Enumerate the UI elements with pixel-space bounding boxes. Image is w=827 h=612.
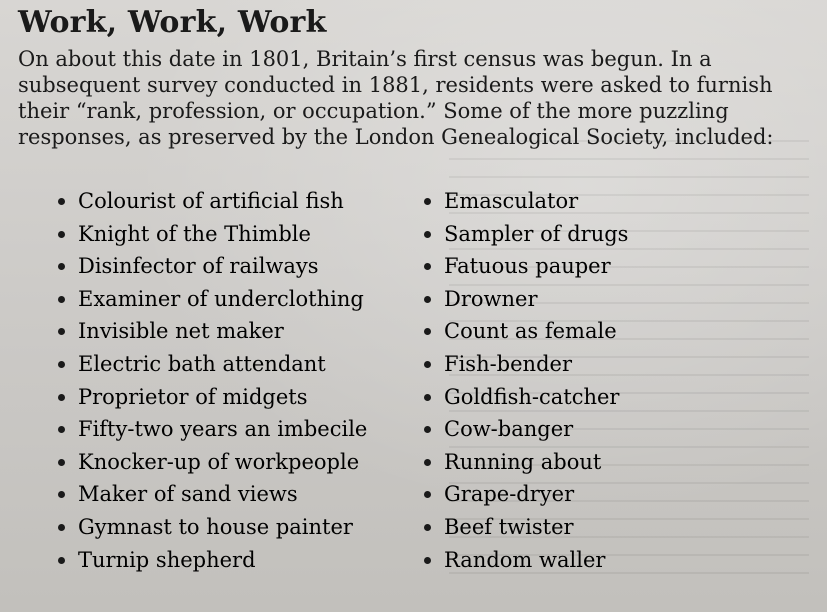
list-item — [424, 381, 784, 414]
bullet-icon — [58, 491, 65, 498]
bullet-icon — [58, 459, 65, 466]
bullet-icon — [424, 394, 431, 401]
bullet-icon — [424, 263, 431, 270]
list-item — [58, 218, 418, 251]
list-item-text: Fish-bender — [444, 351, 572, 376]
list-item-text: Maker of sand views — [78, 482, 298, 507]
bullet-icon — [424, 426, 431, 433]
list-item — [424, 250, 784, 283]
list-item-text: Emasculator — [444, 189, 579, 213]
list-item-text: Fatuous pauper — [444, 254, 611, 279]
list-item — [424, 348, 784, 381]
list-item — [424, 544, 784, 577]
bullet-icon — [424, 491, 431, 498]
list-item — [424, 478, 784, 511]
bullet-icon — [58, 296, 65, 303]
list-item — [58, 348, 418, 381]
list-item — [424, 218, 784, 251]
list-item — [424, 413, 784, 446]
list-item-text: Electric bath attendant — [78, 351, 326, 376]
list-item-text: Beef twister — [444, 514, 574, 539]
list-item — [58, 544, 418, 577]
list-item-text: Knight of the Thimble — [78, 221, 311, 246]
list-item-text: Count as female — [444, 319, 617, 344]
list-item — [58, 250, 418, 283]
list-item — [58, 315, 418, 348]
list-item-text: Turnip shepherd — [78, 547, 256, 572]
occupations-right-column — [424, 185, 784, 576]
list-item — [424, 283, 784, 316]
list-item-text: Goldfish-catcher — [444, 384, 620, 409]
occupations-list-left — [58, 185, 418, 576]
list-item-text: Invisible net maker — [78, 319, 284, 344]
occupations-lists — [58, 185, 818, 595]
bullet-icon — [58, 198, 65, 205]
bullet-icon — [424, 524, 431, 531]
list-item — [58, 478, 418, 511]
list-item-text: Gymnast to house painter — [78, 514, 353, 539]
bullet-icon — [58, 557, 65, 564]
occupations-left-column — [58, 185, 418, 576]
bullet-icon — [424, 198, 431, 205]
list-item — [424, 511, 784, 544]
list-item-text: Proprietor of midgets — [78, 384, 308, 409]
bullet-icon — [58, 263, 65, 270]
article — [18, 6, 811, 150]
list-item-text: Colourist of artificial fish — [78, 189, 344, 213]
list-item — [58, 185, 418, 218]
list-item — [424, 446, 784, 479]
bullet-icon — [58, 328, 65, 335]
bullet-icon — [424, 361, 431, 368]
bullet-icon — [424, 459, 431, 466]
list-item-text: Disinfector of railways — [78, 254, 319, 279]
bullet-icon — [424, 557, 431, 564]
bullet-icon — [58, 426, 65, 433]
article-title: Work, Work, Work — [18, 5, 327, 40]
bullet-icon — [58, 361, 65, 368]
occupations-list-right — [424, 185, 784, 576]
bullet-icon — [58, 231, 65, 238]
list-item-text: Cow-banger — [444, 417, 574, 442]
bullet-icon — [58, 524, 65, 531]
list-item-text: Grape-dryer — [444, 482, 575, 507]
list-item-text: Running about — [444, 449, 602, 474]
list-item-text: Fifty-two years an imbecile — [78, 417, 368, 442]
list-item — [58, 413, 418, 446]
list-item — [58, 283, 418, 316]
list-item — [58, 381, 418, 414]
list-item — [58, 446, 418, 479]
list-item — [424, 315, 784, 348]
list-item — [58, 511, 418, 544]
list-item-text: Sampler of drugs — [444, 221, 629, 246]
article-intro: On about this date in 1801, Britain’s first census was begun. In a subsequent survey conducted in 1881, residents were asked to furnish their “rank, profession, or occupation.” Some of the more puzzling responses, as preserved by the London Genealogical Society, included: — [18, 47, 774, 149]
bullet-icon — [58, 394, 65, 401]
list-item-text: Examiner of underclothing — [78, 286, 364, 311]
list-item — [424, 185, 784, 218]
list-item-text: Random waller — [444, 547, 606, 572]
list-item-text: Knocker-up of workpeople — [78, 449, 360, 474]
list-item-text: Drowner — [444, 286, 538, 311]
bullet-icon — [424, 328, 431, 335]
bullet-icon — [424, 231, 431, 238]
bullet-icon — [424, 296, 431, 303]
